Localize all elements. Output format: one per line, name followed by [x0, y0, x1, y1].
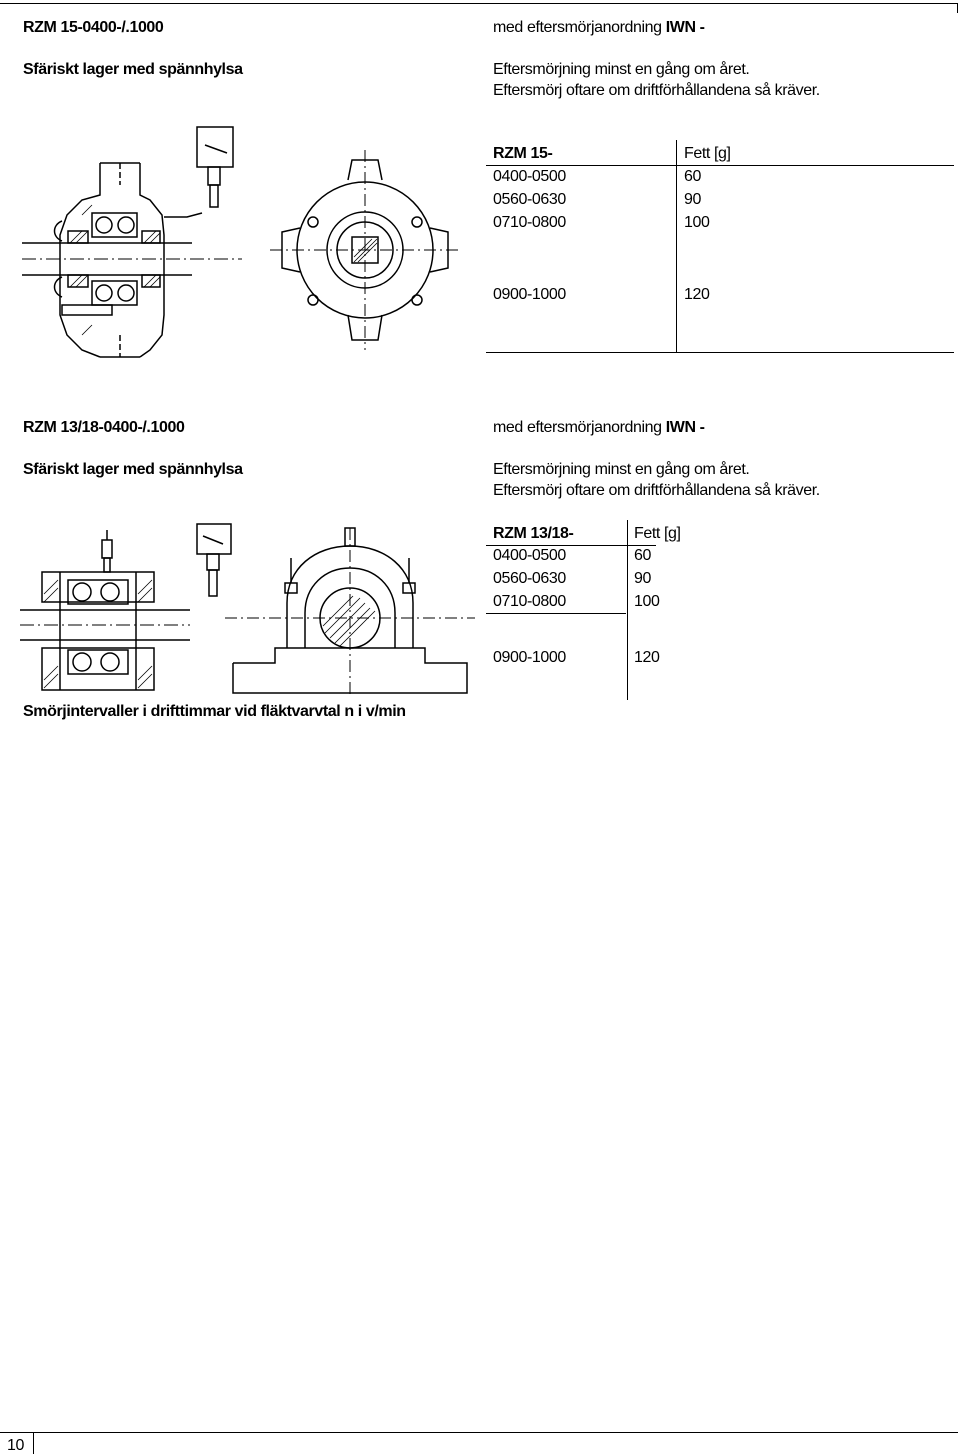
section2-table-col2-header: Fett [g] — [634, 525, 681, 542]
section2-table-col1-header: RZM 13/18- — [493, 525, 574, 542]
section1-table-divider — [676, 140, 677, 352]
section1-table-row-grease: 60 — [684, 168, 701, 185]
section2-table-mid-rule — [486, 613, 626, 614]
section2-lube-code: IWN - — [665, 419, 705, 436]
section2-note-line2: Eftersmörj oftare om driftförhållandena så kräver. — [493, 482, 820, 499]
section2-table-divider — [627, 520, 628, 700]
section1-note-line2: Eftersmörj oftare om driftförhållandena så kräver. — [493, 82, 820, 99]
section2-table-row-grease: 90 — [634, 570, 651, 587]
section1-lube-code: IWN - — [665, 19, 705, 36]
section2-table-row-range: 0900-1000 — [493, 649, 566, 666]
section2-bearing-side-view-drawing — [20, 530, 190, 700]
section1-table-row-grease: 120 — [684, 286, 710, 303]
section1-note-line1: Eftersmörjning minst en gång om året. — [493, 61, 750, 78]
page-number-rule — [0, 1432, 958, 1433]
section1-table-row-range: 0400-0500 — [493, 168, 566, 185]
section2-lube-prefix: med eftersmörjanordning — [493, 419, 662, 436]
section1-table-row-range: 0560-0630 — [493, 191, 566, 208]
section2-model-title: RZM 13/18-0400-/.1000 — [23, 419, 185, 436]
section1-lube-line — [493, 19, 705, 37]
section2-subtitle: Sfäriskt lager med spännhylsa — [23, 461, 243, 478]
right-border-top — [957, 3, 958, 13]
section2-table-row-range: 0400-0500 — [493, 547, 566, 564]
section1-bearing-front-view-drawing — [270, 150, 460, 350]
section1-table-header-rule — [486, 165, 954, 166]
section1-table-col1-header: RZM 15- — [493, 145, 553, 162]
section2-lube-line — [493, 419, 705, 437]
page-number-divider — [33, 1432, 34, 1454]
section2-table-row-grease: 100 — [634, 593, 660, 610]
section1-bearing-side-view-drawing — [22, 125, 242, 355]
section1-table-bottom-rule — [486, 352, 954, 353]
section1-model-title: RZM 15-0400-/.1000 — [23, 19, 164, 36]
top-border — [0, 3, 958, 4]
section1-table-col2-header: Fett [g] — [684, 145, 731, 162]
section2-table-row-grease: 60 — [634, 547, 651, 564]
section1-subtitle: Sfäriskt lager med spännhylsa — [23, 61, 243, 78]
section1-table-row-grease: 100 — [684, 214, 710, 231]
section2-note-line1: Eftersmörjning minst en gång om året. — [493, 461, 750, 478]
section1-lube-prefix: med eftersmörjanordning — [493, 19, 662, 36]
section2-table-row-grease: 120 — [634, 649, 660, 666]
page-number: 10 — [7, 1437, 24, 1454]
section1-table-row-range: 0900-1000 — [493, 286, 566, 303]
section1-table-row-grease: 90 — [684, 191, 701, 208]
section1-table-row-range: 0710-0800 — [493, 214, 566, 231]
section2-bearing-front-view-drawing — [225, 528, 475, 698]
lubrication-intervals-heading: Smörjintervaller i drifttimmar vid fläktvarvtal n i v/min — [23, 703, 406, 720]
section2-table-row-range: 0710-0800 — [493, 593, 566, 610]
section2-table-header-rule — [486, 545, 656, 546]
section2-table-row-range: 0560-0630 — [493, 570, 566, 587]
